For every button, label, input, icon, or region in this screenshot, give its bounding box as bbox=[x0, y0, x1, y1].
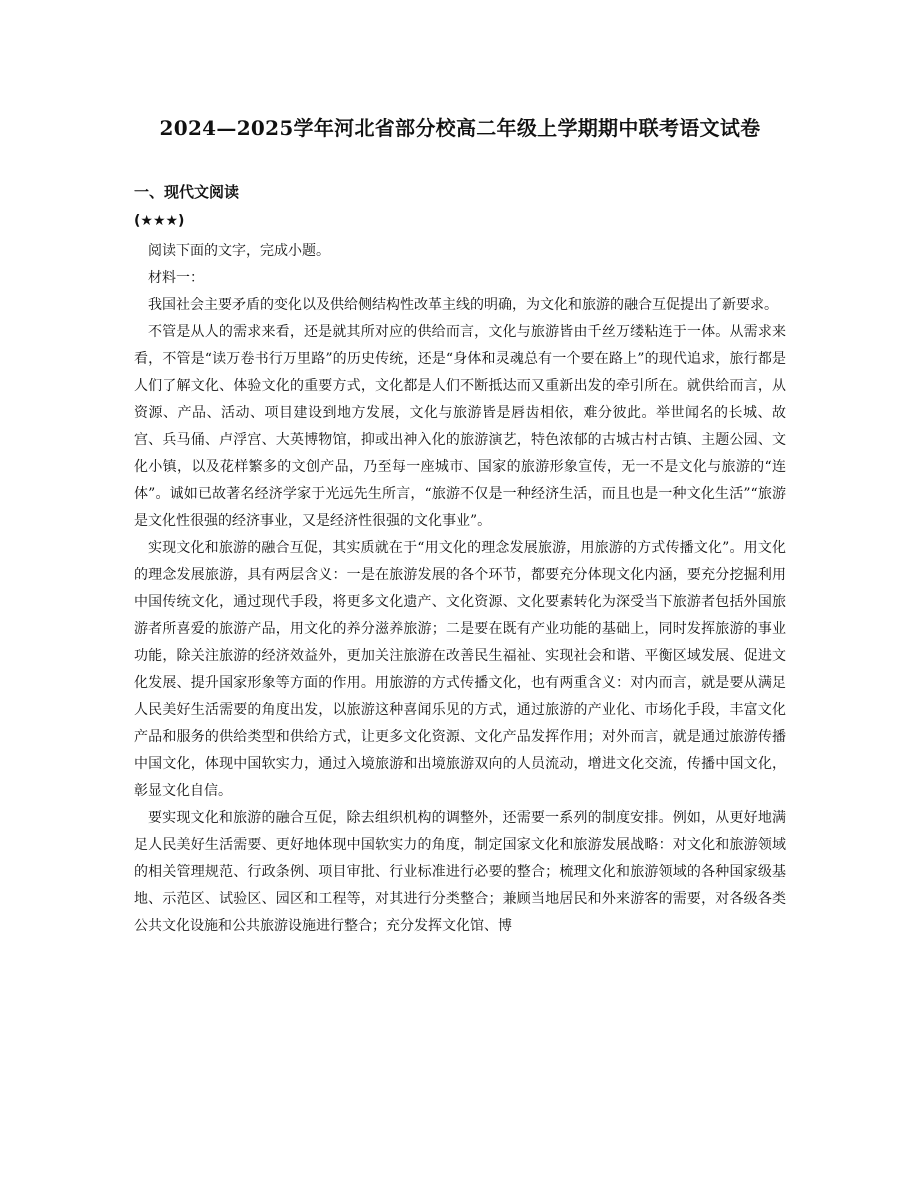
document-title: 2024—2025学年河北省部分校高二年级上学期期中联考语文试卷 bbox=[159, 116, 761, 140]
paragraph-3: 实现文化和旅游的融合互促，其实质就在于“用文化的理念发展旅游，用旅游的方式传播文化”。用文化的理念发展旅游，具有两层含义：一是在旅游发展的各个环节，都要充分体现文化内涵，要充分挖掘利用中国传统文化，通过现代手段，将更多文化遗产、文化资源、文化要素转化为深受当下旅游者包括外国旅游者所喜爱的旅游产品，用文化的养分滋养旅游；二是要在既有产业功能的基础上，同时发挥旅游的事业功能，除关注旅游的经济效益外，更加关注旅游在改善民生福祉、实现社会和谐、平衡区域发展、促进文化发展、提升国家形象等方面的作用。用旅游的方式传播文化，也有两重含义：对内而言，就是要从满足人民美好生活需要的角度出发，以旅游这种喜闻乐见的方式，通过旅游的产业化、市场化手段，丰富文化产品和服务的供给类型和供给方式，让更多文化资源、文化产品发挥作用；对外而言，就是通过旅游传播中国文化，体现中国软实力，通过入境旅游和出境旅游双向的人员流动，增进文化交流，传播中国文化，彰显文化自信。 bbox=[134, 540, 786, 799]
paragraph-1: 我国社会主要矛盾的变化以及供给侧结构性改革主线的明确，为文化和旅游的融合互促提出了新要求。 bbox=[148, 297, 778, 313]
paragraph-2: 不管是从人的需求来看，还是就其所对应的供给而言，文化与旅游皆由千丝万缕粘连于一体。从需求来看，不管是“读万卷书行万里路”的历史传统，还是“身体和灵魂总有一个要在路上”的现代追求，旅行都是人们了解文化、体验文化的重要方式，文化都是人们不断抵达而又重新出发的牵引所在。就供给而言，从资源、产品、活动、项目建设到地方发展，文化与旅游皆是唇齿相依，难分彼此。举世闻名的长城、故宫、兵马俑、卢浮宫、大英博物馆，抑或出神入化的旅游演艺，特色浓郁的古城古村古镇、主题公园、文化小镇，以及花样繁多的文创产品，乃至每一座城市、国家的旅游形象宣传，无一不是文化与旅游的“连体”。诚如已故著名经济学家于光远先生所言，“旅游不仅是一种经济生活，而且也是一种文化生活”“旅游是文化性很强的经济事业，又是经济性很强的文化事业”。 bbox=[134, 324, 786, 529]
paragraph-material-label: 材料一： bbox=[148, 270, 204, 286]
section-heading: 一、现代文阅读 bbox=[134, 183, 240, 201]
reading-passage bbox=[134, 238, 786, 940]
paragraph-4: 要实现文化和旅游的融合互促，除去组织机构的调整外，还需要一系列的制度安排。例如，从更好地满足人民美好生活需要、更好地体现中国软实力的角度，制定国家文化和旅游发展战略：对文化和旅游领域的相关管理规范、行政条例、项目审批、行业标准进行必要的整合；梳理文化和旅游领域的各种国家级基地、示范区、试验区、园区和工程等，对其进行分类整合；兼顾当地居民和外来游客的需要，对各级各类公共文化设施和公共旅游设施进行整合；充分发挥文化馆、博 bbox=[134, 810, 786, 934]
difficulty-rating: (★★★) bbox=[134, 213, 185, 229]
paragraph-instruction: 阅读下面的文字，完成小题。 bbox=[148, 243, 330, 259]
